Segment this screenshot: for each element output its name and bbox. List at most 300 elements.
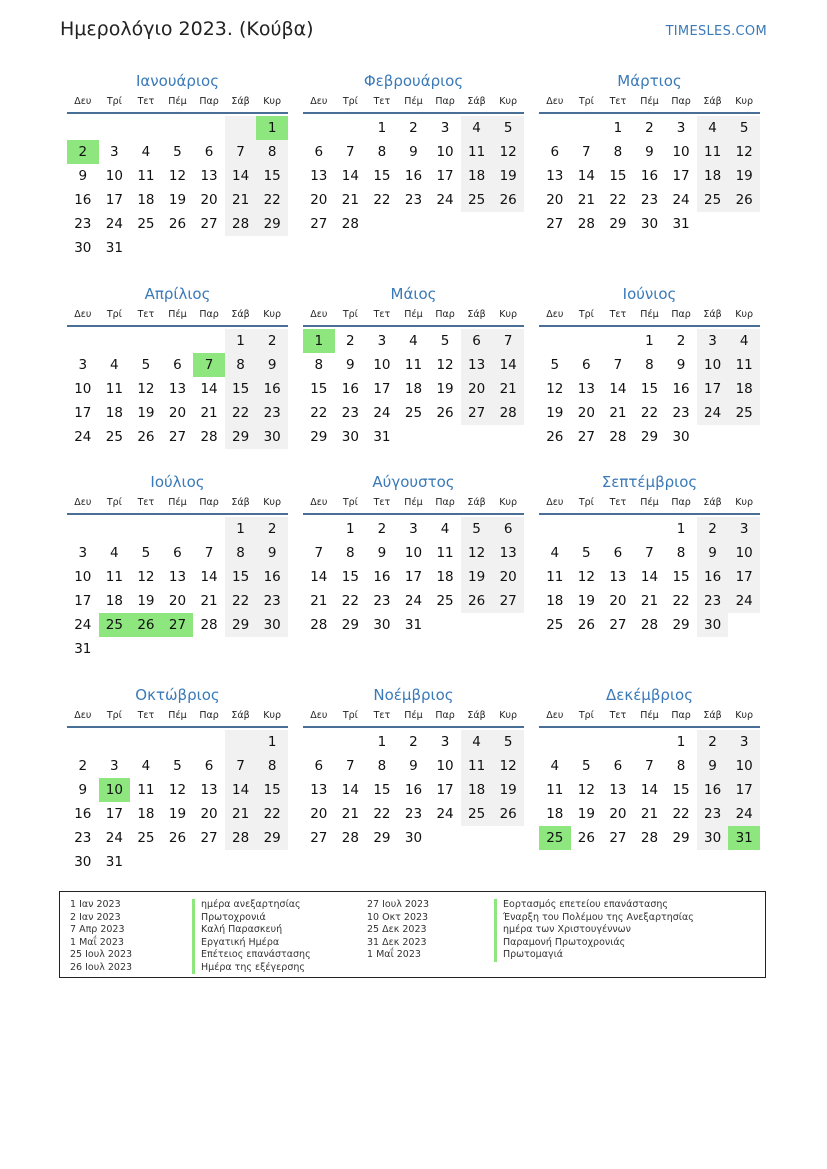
day-cell[interactable]: 7 (645, 545, 654, 561)
day-cell[interactable]: 30 (640, 216, 659, 232)
day-cell[interactable]: 12 (168, 168, 187, 184)
day-cell[interactable]: 3 (728, 730, 760, 754)
day-cell[interactable]: 30 (672, 429, 690, 445)
day-cell[interactable]: 1 (377, 734, 387, 750)
day-cell[interactable]: 22 (225, 589, 257, 613)
day-cell[interactable]: 29 (672, 617, 690, 633)
day-cell[interactable]: 25 (546, 617, 564, 633)
day-cell[interactable]: 26 (492, 802, 524, 826)
day-cell[interactable]: 28 (341, 830, 359, 846)
day-cell[interactable]: 13 (310, 168, 328, 184)
day-cell[interactable]: 10 (672, 144, 690, 160)
day-cell[interactable]: 25 (436, 593, 454, 609)
day-cell[interactable]: 11 (105, 381, 123, 397)
day-cell[interactable]: 6 (204, 144, 214, 160)
day-cell[interactable]: 23 (672, 405, 690, 421)
day-cell[interactable]: 20 (546, 192, 564, 208)
day-cell[interactable]: 10 (105, 168, 123, 184)
day-cell[interactable]: 2 (256, 517, 288, 541)
day-cell[interactable]: 3 (110, 144, 119, 160)
day-cell[interactable]: 13 (461, 353, 493, 377)
day-cell[interactable]: 17 (373, 381, 391, 397)
holiday-day-cell[interactable]: 10 (99, 778, 131, 802)
day-cell[interactable]: 26 (137, 429, 155, 445)
day-cell[interactable]: 6 (461, 329, 493, 353)
holiday-day-cell[interactable]: 2 (67, 140, 99, 164)
day-cell[interactable]: 21 (640, 806, 659, 822)
day-cell[interactable]: 23 (404, 806, 423, 822)
day-cell[interactable]: 3 (676, 120, 686, 136)
day-cell[interactable]: 25 (461, 802, 493, 826)
day-cell[interactable]: 21 (225, 802, 257, 826)
day-cell[interactable]: 22 (256, 188, 288, 212)
day-cell[interactable]: 18 (728, 377, 760, 401)
day-cell[interactable]: 7 (204, 545, 214, 561)
day-cell[interactable]: 19 (546, 405, 564, 421)
day-cell[interactable]: 6 (314, 144, 324, 160)
day-cell[interactable]: 25 (404, 405, 423, 421)
day-cell[interactable]: 5 (141, 545, 151, 561)
day-cell[interactable]: 27 (492, 589, 524, 613)
holiday-day-cell[interactable]: 31 (728, 826, 760, 850)
day-cell[interactable]: 1 (346, 521, 355, 537)
day-cell[interactable]: 10 (74, 569, 92, 585)
day-cell[interactable]: 23 (373, 593, 391, 609)
day-cell[interactable]: 27 (577, 429, 595, 445)
day-cell[interactable]: 20 (168, 405, 187, 421)
day-cell[interactable]: 27 (609, 617, 627, 633)
day-cell[interactable]: 9 (697, 754, 729, 778)
day-cell[interactable]: 12 (577, 569, 595, 585)
day-cell[interactable]: 8 (377, 758, 387, 774)
holiday-day-cell[interactable]: 27 (162, 613, 194, 637)
day-cell[interactable]: 13 (609, 782, 627, 798)
day-cell[interactable]: 3 (377, 333, 387, 349)
day-cell[interactable]: 5 (492, 730, 524, 754)
day-cell[interactable]: 4 (697, 116, 729, 140)
day-cell[interactable]: 18 (461, 164, 493, 188)
day-cell[interactable]: 6 (582, 357, 591, 373)
day-cell[interactable]: 16 (640, 168, 659, 184)
day-cell[interactable]: 28 (609, 429, 627, 445)
day-cell[interactable]: 18 (546, 593, 564, 609)
day-cell[interactable]: 21 (310, 593, 328, 609)
holiday-day-cell[interactable]: 26 (130, 613, 162, 637)
day-cell[interactable]: 24 (74, 429, 92, 445)
day-cell[interactable]: 10 (74, 381, 92, 397)
day-cell[interactable]: 24 (728, 589, 760, 613)
day-cell[interactable]: 18 (404, 381, 423, 397)
day-cell[interactable]: 24 (728, 802, 760, 826)
day-cell[interactable]: 18 (105, 593, 123, 609)
day-cell[interactable]: 25 (105, 429, 123, 445)
day-cell[interactable]: 4 (728, 329, 760, 353)
day-cell[interactable]: 14 (609, 381, 627, 397)
day-cell[interactable]: 15 (672, 569, 690, 585)
day-cell[interactable]: 9 (676, 357, 686, 373)
day-cell[interactable]: 15 (609, 168, 627, 184)
day-cell[interactable]: 28 (492, 401, 524, 425)
day-cell[interactable]: 20 (609, 593, 627, 609)
day-cell[interactable]: 19 (728, 164, 760, 188)
day-cell[interactable]: 15 (640, 381, 659, 397)
day-cell[interactable]: 25 (728, 401, 760, 425)
day-cell[interactable]: 10 (404, 545, 423, 561)
day-cell[interactable]: 20 (168, 593, 187, 609)
day-cell[interactable]: 27 (461, 401, 493, 425)
day-cell[interactable]: 3 (78, 357, 88, 373)
day-cell[interactable]: 28 (640, 830, 659, 846)
day-cell[interactable]: 26 (577, 617, 595, 633)
day-cell[interactable]: 27 (310, 216, 328, 232)
day-cell[interactable]: 24 (436, 806, 454, 822)
day-cell[interactable]: 9 (645, 144, 654, 160)
day-cell[interactable]: 19 (492, 778, 524, 802)
day-cell[interactable]: 30 (697, 826, 729, 850)
day-cell[interactable]: 14 (341, 168, 359, 184)
day-cell[interactable]: 4 (440, 521, 450, 537)
day-cell[interactable]: 31 (74, 641, 92, 657)
day-cell[interactable]: 17 (436, 168, 454, 184)
day-cell[interactable]: 31 (672, 216, 690, 232)
day-cell[interactable]: 25 (137, 216, 155, 232)
day-cell[interactable]: 25 (697, 188, 729, 212)
day-cell[interactable]: 21 (341, 806, 359, 822)
day-cell[interactable]: 15 (373, 782, 391, 798)
holiday-day-cell[interactable]: 25 (99, 613, 131, 637)
day-cell[interactable]: 8 (676, 545, 686, 561)
day-cell[interactable]: 14 (640, 782, 659, 798)
day-cell[interactable]: 11 (697, 140, 729, 164)
day-cell[interactable]: 23 (74, 216, 92, 232)
day-cell[interactable]: 26 (168, 216, 187, 232)
day-cell[interactable]: 6 (613, 758, 623, 774)
day-cell[interactable]: 18 (697, 164, 729, 188)
day-cell[interactable]: 11 (461, 754, 493, 778)
day-cell[interactable]: 22 (341, 593, 359, 609)
day-cell[interactable]: 8 (613, 144, 623, 160)
day-cell[interactable]: 12 (436, 357, 454, 373)
day-cell[interactable]: 29 (225, 425, 257, 449)
day-cell[interactable]: 29 (609, 216, 627, 232)
day-cell[interactable]: 12 (168, 782, 187, 798)
day-cell[interactable]: 17 (74, 405, 92, 421)
day-cell[interactable]: 18 (436, 569, 454, 585)
day-cell[interactable]: 14 (492, 353, 524, 377)
day-cell[interactable]: 23 (640, 192, 659, 208)
day-cell[interactable]: 19 (137, 405, 155, 421)
day-cell[interactable]: 17 (672, 168, 690, 184)
day-cell[interactable]: 20 (609, 806, 627, 822)
day-cell[interactable]: 3 (697, 329, 729, 353)
day-cell[interactable]: 16 (697, 778, 729, 802)
day-cell[interactable]: 4 (550, 545, 560, 561)
day-cell[interactable]: 18 (461, 778, 493, 802)
day-cell[interactable]: 11 (105, 569, 123, 585)
day-cell[interactable]: 30 (404, 830, 423, 846)
day-cell[interactable]: 7 (314, 545, 324, 561)
day-cell[interactable]: 12 (577, 782, 595, 798)
day-cell[interactable]: 22 (310, 405, 328, 421)
day-cell[interactable]: 13 (168, 381, 187, 397)
day-cell[interactable]: 18 (137, 192, 155, 208)
day-cell[interactable]: 5 (461, 517, 493, 541)
day-cell[interactable]: 31 (105, 854, 123, 870)
day-cell[interactable]: 30 (373, 617, 391, 633)
day-cell[interactable]: 20 (310, 806, 328, 822)
day-cell[interactable]: 5 (582, 758, 591, 774)
day-cell[interactable]: 18 (105, 405, 123, 421)
day-cell[interactable]: 23 (404, 192, 423, 208)
day-cell[interactable]: 4 (110, 357, 119, 373)
day-cell[interactable]: 16 (256, 565, 288, 589)
day-cell[interactable]: 19 (492, 164, 524, 188)
day-cell[interactable]: 25 (137, 830, 155, 846)
day-cell[interactable]: 14 (200, 569, 218, 585)
day-cell[interactable]: 19 (577, 593, 595, 609)
day-cell[interactable]: 30 (74, 240, 92, 256)
day-cell[interactable]: 17 (728, 565, 760, 589)
day-cell[interactable]: 2 (645, 120, 654, 136)
day-cell[interactable]: 21 (200, 593, 218, 609)
day-cell[interactable]: 30 (256, 613, 288, 637)
day-cell[interactable]: 1 (676, 734, 686, 750)
day-cell[interactable]: 16 (373, 569, 391, 585)
day-cell[interactable]: 29 (341, 617, 359, 633)
day-cell[interactable]: 3 (110, 758, 119, 774)
day-cell[interactable]: 5 (141, 357, 151, 373)
day-cell[interactable]: 15 (256, 164, 288, 188)
day-cell[interactable]: 11 (137, 168, 155, 184)
day-cell[interactable]: 29 (256, 826, 288, 850)
day-cell[interactable]: 8 (377, 144, 387, 160)
day-cell[interactable]: 13 (168, 569, 187, 585)
day-cell[interactable]: 28 (310, 617, 328, 633)
day-cell[interactable]: 8 (225, 353, 257, 377)
day-cell[interactable]: 4 (110, 545, 119, 561)
day-cell[interactable]: 5 (550, 357, 560, 373)
day-cell[interactable]: 14 (640, 569, 659, 585)
day-cell[interactable]: 9 (377, 545, 387, 561)
day-cell[interactable]: 1 (256, 730, 288, 754)
day-cell[interactable]: 3 (440, 120, 450, 136)
day-cell[interactable]: 9 (78, 168, 88, 184)
day-cell[interactable]: 13 (200, 168, 218, 184)
day-cell[interactable]: 14 (225, 164, 257, 188)
day-cell[interactable]: 9 (697, 541, 729, 565)
day-cell[interactable]: 17 (105, 806, 123, 822)
day-cell[interactable]: 1 (225, 517, 257, 541)
day-cell[interactable]: 10 (373, 357, 391, 373)
day-cell[interactable]: 12 (546, 381, 564, 397)
day-cell[interactable]: 26 (461, 589, 493, 613)
day-cell[interactable]: 15 (373, 168, 391, 184)
day-cell[interactable]: 10 (436, 758, 454, 774)
day-cell[interactable]: 6 (173, 545, 182, 561)
day-cell[interactable]: 29 (373, 830, 391, 846)
day-cell[interactable]: 2 (377, 521, 387, 537)
day-cell[interactable]: 11 (546, 569, 564, 585)
day-cell[interactable]: 22 (672, 806, 690, 822)
day-cell[interactable]: 12 (137, 381, 155, 397)
holiday-day-cell[interactable]: 1 (303, 329, 335, 353)
day-cell[interactable]: 16 (404, 782, 423, 798)
day-cell[interactable]: 10 (697, 353, 729, 377)
day-cell[interactable]: 27 (200, 830, 218, 846)
day-cell[interactable]: 7 (645, 758, 654, 774)
day-cell[interactable]: 11 (546, 782, 564, 798)
day-cell[interactable]: 22 (256, 802, 288, 826)
day-cell[interactable]: 12 (492, 754, 524, 778)
day-cell[interactable]: 15 (256, 778, 288, 802)
day-cell[interactable]: 3 (78, 545, 88, 561)
day-cell[interactable]: 30 (341, 429, 359, 445)
day-cell[interactable]: 16 (404, 168, 423, 184)
day-cell[interactable]: 4 (141, 758, 151, 774)
day-cell[interactable]: 22 (672, 593, 690, 609)
day-cell[interactable]: 30 (74, 854, 92, 870)
day-cell[interactable]: 11 (436, 545, 454, 561)
day-cell[interactable]: 2 (697, 730, 729, 754)
day-cell[interactable]: 5 (492, 116, 524, 140)
day-cell[interactable]: 29 (640, 429, 659, 445)
day-cell[interactable]: 26 (577, 830, 595, 846)
day-cell[interactable]: 23 (697, 589, 729, 613)
day-cell[interactable]: 4 (141, 144, 151, 160)
day-cell[interactable]: 21 (225, 188, 257, 212)
day-cell[interactable]: 11 (137, 782, 155, 798)
day-cell[interactable]: 1 (613, 120, 623, 136)
day-cell[interactable]: 26 (168, 830, 187, 846)
day-cell[interactable]: 24 (672, 192, 690, 208)
day-cell[interactable]: 7 (582, 144, 591, 160)
day-cell[interactable]: 9 (409, 144, 418, 160)
day-cell[interactable]: 16 (74, 192, 92, 208)
day-cell[interactable]: 31 (105, 240, 123, 256)
day-cell[interactable]: 9 (78, 782, 88, 798)
day-cell[interactable]: 5 (173, 144, 182, 160)
day-cell[interactable]: 11 (728, 353, 760, 377)
day-cell[interactable]: 16 (74, 806, 92, 822)
day-cell[interactable]: 22 (225, 401, 257, 425)
day-cell[interactable]: 26 (436, 405, 454, 421)
day-cell[interactable]: 28 (200, 429, 218, 445)
day-cell[interactable]: 6 (613, 545, 623, 561)
day-cell[interactable]: 22 (640, 405, 659, 421)
day-cell[interactable]: 5 (173, 758, 182, 774)
day-cell[interactable]: 23 (697, 802, 729, 826)
day-cell[interactable]: 15 (341, 569, 359, 585)
day-cell[interactable]: 23 (256, 401, 288, 425)
day-cell[interactable]: 23 (341, 405, 359, 421)
day-cell[interactable]: 8 (645, 357, 654, 373)
day-cell[interactable]: 2 (256, 329, 288, 353)
day-cell[interactable]: 9 (409, 758, 418, 774)
day-cell[interactable]: 20 (200, 806, 218, 822)
day-cell[interactable]: 30 (256, 425, 288, 449)
day-cell[interactable]: 26 (728, 188, 760, 212)
day-cell[interactable]: 28 (341, 216, 359, 232)
day-cell[interactable]: 7 (492, 329, 524, 353)
day-cell[interactable]: 6 (173, 357, 182, 373)
day-cell[interactable]: 5 (440, 333, 450, 349)
day-cell[interactable]: 1 (676, 521, 686, 537)
day-cell[interactable]: 19 (168, 806, 187, 822)
day-cell[interactable]: 26 (546, 429, 564, 445)
day-cell[interactable]: 2 (346, 333, 355, 349)
day-cell[interactable]: 8 (676, 758, 686, 774)
day-cell[interactable]: 11 (461, 140, 493, 164)
day-cell[interactable]: 15 (225, 565, 257, 589)
day-cell[interactable]: 27 (609, 830, 627, 846)
day-cell[interactable]: 5 (728, 116, 760, 140)
day-cell[interactable]: 29 (225, 613, 257, 637)
day-cell[interactable]: 19 (436, 381, 454, 397)
day-cell[interactable]: 27 (200, 216, 218, 232)
day-cell[interactable]: 14 (225, 778, 257, 802)
day-cell[interactable]: 21 (200, 405, 218, 421)
day-cell[interactable]: 23 (256, 589, 288, 613)
day-cell[interactable]: 10 (436, 144, 454, 160)
day-cell[interactable]: 31 (404, 617, 423, 633)
day-cell[interactable]: 3 (409, 521, 418, 537)
day-cell[interactable]: 17 (697, 377, 729, 401)
day-cell[interactable]: 16 (672, 381, 690, 397)
day-cell[interactable]: 22 (609, 192, 627, 208)
day-cell[interactable]: 17 (728, 778, 760, 802)
day-cell[interactable]: 14 (577, 168, 595, 184)
day-cell[interactable]: 27 (168, 429, 187, 445)
day-cell[interactable]: 5 (582, 545, 591, 561)
day-cell[interactable]: 13 (609, 569, 627, 585)
day-cell[interactable]: 4 (461, 116, 493, 140)
day-cell[interactable]: 6 (550, 144, 560, 160)
day-cell[interactable]: 3 (728, 517, 760, 541)
day-cell[interactable]: 6 (492, 517, 524, 541)
day-cell[interactable]: 14 (200, 381, 218, 397)
holiday-day-cell[interactable]: 7 (193, 353, 225, 377)
day-cell[interactable]: 18 (546, 806, 564, 822)
day-cell[interactable]: 21 (492, 377, 524, 401)
day-cell[interactable]: 17 (404, 569, 423, 585)
day-cell[interactable]: 8 (256, 140, 288, 164)
day-cell[interactable]: 14 (310, 569, 328, 585)
day-cell[interactable]: 21 (609, 405, 627, 421)
day-cell[interactable]: 20 (310, 192, 328, 208)
day-cell[interactable]: 15 (310, 381, 328, 397)
day-cell[interactable]: 25 (461, 188, 493, 212)
holiday-day-cell[interactable]: 25 (539, 826, 571, 850)
day-cell[interactable]: 23 (74, 830, 92, 846)
day-cell[interactable]: 28 (640, 617, 659, 633)
day-cell[interactable]: 2 (409, 120, 418, 136)
day-cell[interactable]: 7 (346, 144, 355, 160)
day-cell[interactable]: 17 (105, 192, 123, 208)
day-cell[interactable]: 12 (492, 140, 524, 164)
day-cell[interactable]: 13 (577, 381, 595, 397)
day-cell[interactable]: 1 (377, 120, 387, 136)
day-cell[interactable]: 16 (256, 377, 288, 401)
day-cell[interactable]: 15 (225, 377, 257, 401)
day-cell[interactable]: 22 (373, 192, 391, 208)
day-cell[interactable]: 26 (492, 188, 524, 212)
day-cell[interactable]: 24 (74, 617, 92, 633)
day-cell[interactable]: 16 (341, 381, 359, 397)
day-cell[interactable]: 22 (373, 806, 391, 822)
day-cell[interactable]: 6 (204, 758, 214, 774)
day-cell[interactable]: 19 (461, 565, 493, 589)
day-cell[interactable]: 7 (613, 357, 623, 373)
